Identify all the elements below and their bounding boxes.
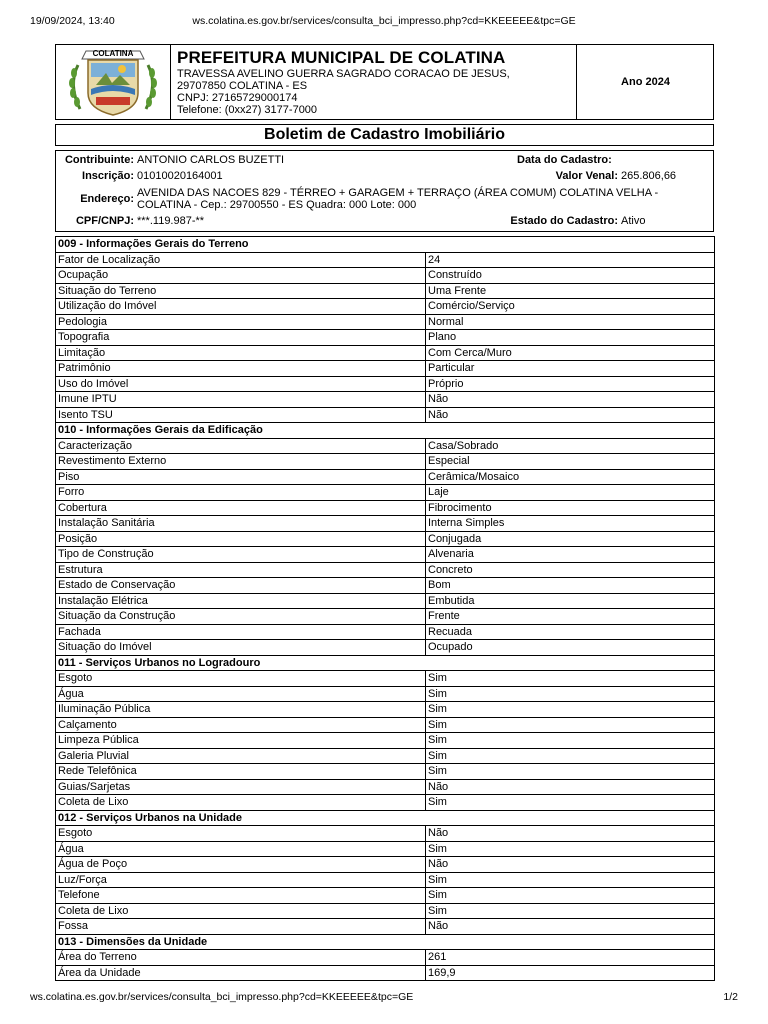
- field-label: Guias/Sarjetas: [56, 779, 426, 795]
- field-value: Não: [426, 919, 715, 935]
- field-label: Telefone: [56, 888, 426, 904]
- print-footer: [30, 991, 738, 1005]
- print-url: ws.colatina.es.gov.br/services/consulta_bci_impresso.php?cd=KKEEEEE&tpc=GE: [192, 15, 576, 27]
- field-label: Estado de Conservação: [56, 578, 426, 594]
- field-value: Ocupado: [426, 640, 715, 656]
- field-label: Forro: [56, 485, 426, 501]
- field-value: Construído: [426, 268, 715, 284]
- valor-venal-value: 265.806,66: [621, 170, 677, 182]
- table-row: [56, 593, 715, 609]
- section-header-row: [56, 423, 715, 439]
- table-row: [56, 965, 715, 981]
- field-value: Próprio: [426, 376, 715, 392]
- table-row: [56, 888, 715, 904]
- field-label: Calçamento: [56, 717, 426, 733]
- logo-banner-text: COLATINA: [92, 49, 134, 58]
- table-row: [56, 841, 715, 857]
- field-label: Patrimônio: [56, 361, 426, 377]
- field-value: Não: [426, 392, 715, 408]
- field-value: Sim: [426, 888, 715, 904]
- field-value: Concreto: [426, 562, 715, 578]
- field-value: Normal: [426, 314, 715, 330]
- field-value: Bom: [426, 578, 715, 594]
- section-header-row: [56, 237, 715, 253]
- field-label: Pedologia: [56, 314, 426, 330]
- section-header-row: [56, 655, 715, 671]
- field-value: Particular: [426, 361, 715, 377]
- field-label: Piso: [56, 469, 426, 485]
- field-value: Frente: [426, 609, 715, 625]
- table-row: [56, 640, 715, 656]
- table-row: [56, 686, 715, 702]
- table-row: [56, 299, 715, 315]
- field-value: 24: [426, 252, 715, 268]
- field-value: Fibrocimento: [426, 500, 715, 516]
- section-title: 012 - Serviços Urbanos na Unidade: [56, 810, 715, 826]
- field-label: Galeria Pluvial: [56, 748, 426, 764]
- field-label: Água de Poço: [56, 857, 426, 873]
- field-label: Luz/Força: [56, 872, 426, 888]
- data-cadastro-label: Data do Cadastro:: [517, 154, 612, 166]
- field-label: Utilização do Imóvel: [56, 299, 426, 315]
- field-value: Especial: [426, 454, 715, 470]
- field-label: Uso do Imóvel: [56, 376, 426, 392]
- field-label: Cobertura: [56, 500, 426, 516]
- table-row: [56, 268, 715, 284]
- field-value: Não: [426, 407, 715, 423]
- field-label: Água: [56, 841, 426, 857]
- table-row: [56, 702, 715, 718]
- field-label: Área do Terreno: [56, 950, 426, 966]
- header-text: [177, 47, 572, 116]
- table-row: [56, 361, 715, 377]
- table-row: [56, 547, 715, 563]
- field-label: Situação do Terreno: [56, 283, 426, 299]
- table-row: [56, 609, 715, 625]
- field-label: Esgoto: [56, 826, 426, 842]
- table-row: [56, 252, 715, 268]
- table-row: [56, 795, 715, 811]
- table-row: [56, 392, 715, 408]
- colatina-coat-of-arms-logo: [56, 45, 171, 119]
- table-row: [56, 857, 715, 873]
- section-title: 013 - Dimensões da Unidade: [56, 934, 715, 950]
- table-row: [56, 516, 715, 532]
- field-value: Sim: [426, 903, 715, 919]
- header-box: [55, 44, 714, 120]
- field-label: Água: [56, 686, 426, 702]
- section-title: 011 - Serviços Urbanos no Logradouro: [56, 655, 715, 671]
- year-cell: Ano 2024: [576, 45, 714, 119]
- table-row: [56, 748, 715, 764]
- table-row: [56, 578, 715, 594]
- field-value: Uma Frente: [426, 283, 715, 299]
- endereco-line2: COLATINA - Cep.: 29700550 - ES Quadra: 000 Lote: 000: [137, 199, 417, 211]
- field-value: Conjugada: [426, 531, 715, 547]
- print-datetime: 19/09/2024, 13:40: [30, 15, 115, 27]
- document-title: Boletim de Cadastro Imobiliário: [55, 124, 714, 146]
- section-title: 009 - Informações Gerais do Terreno: [56, 237, 715, 253]
- field-value: Sim: [426, 686, 715, 702]
- field-label: Situação do Imóvel: [56, 640, 426, 656]
- contribuinte-value: ANTONIO CARLOS BUZETTI: [137, 154, 285, 166]
- field-label: Limitação: [56, 345, 426, 361]
- field-label: Fossa: [56, 919, 426, 935]
- field-label: Ocupação: [56, 268, 426, 284]
- section-header-row: [56, 934, 715, 950]
- field-label: Limpeza Pública: [56, 733, 426, 749]
- field-value: Não: [426, 857, 715, 873]
- footer-url: ws.colatina.es.gov.br/services/consulta_bci_impresso.php?cd=KKEEEEE&tpc=GE: [30, 991, 414, 1003]
- table-row: [56, 779, 715, 795]
- field-value: Sim: [426, 717, 715, 733]
- table-row: [56, 330, 715, 346]
- field-value: Sim: [426, 702, 715, 718]
- table-row: [56, 376, 715, 392]
- field-value: Sim: [426, 841, 715, 857]
- field-value: Sim: [426, 872, 715, 888]
- section-header-row: [56, 810, 715, 826]
- property-details-table: [55, 236, 715, 981]
- field-label: Tipo de Construção: [56, 547, 426, 563]
- municipality-title: PREFEITURA MUNICIPAL DE COLATINA: [177, 48, 506, 67]
- table-row: [56, 345, 715, 361]
- header-cnpj: CNPJ: 27165729000174: [177, 92, 298, 104]
- field-label: Revestimento Externo: [56, 454, 426, 470]
- field-label: Estrutura: [56, 562, 426, 578]
- field-label: Área da Unidade: [56, 965, 426, 981]
- table-row: [56, 500, 715, 516]
- field-label: Caracterização: [56, 438, 426, 454]
- table-row: [56, 531, 715, 547]
- field-value: Plano: [426, 330, 715, 346]
- table-row: [56, 283, 715, 299]
- owner-info-box: [55, 150, 714, 232]
- field-value: 261: [426, 950, 715, 966]
- field-label: Rede Telefônica: [56, 764, 426, 780]
- table-row: [56, 438, 715, 454]
- table-row: [56, 671, 715, 687]
- cpf-value: ***.119.987-**: [137, 215, 205, 227]
- field-label: Topografia: [56, 330, 426, 346]
- field-value: Sim: [426, 733, 715, 749]
- field-value: Com Cerca/Muro: [426, 345, 715, 361]
- field-label: Isento TSU: [56, 407, 426, 423]
- field-label: Instalação Sanitária: [56, 516, 426, 532]
- table-row: [56, 903, 715, 919]
- table-row: [56, 717, 715, 733]
- field-label: Imune IPTU: [56, 392, 426, 408]
- field-label: Coleta de Lixo: [56, 795, 426, 811]
- field-value: Cerâmica/Mosaico: [426, 469, 715, 485]
- field-label: Instalação Elétrica: [56, 593, 426, 609]
- valor-venal-label: Valor Venal:: [555, 170, 618, 182]
- table-row: [56, 950, 715, 966]
- field-value: Casa/Sobrado: [426, 438, 715, 454]
- field-value: Não: [426, 826, 715, 842]
- field-value: Sim: [426, 795, 715, 811]
- contribuinte-label: Contribuinte:: [64, 154, 134, 166]
- table-row: [56, 407, 715, 423]
- field-value: Sim: [426, 748, 715, 764]
- field-value: Alvenaria: [426, 547, 715, 563]
- cpf-label: CPF/CNPJ:: [75, 215, 134, 227]
- field-value: Interna Simples: [426, 516, 715, 532]
- table-row: [56, 764, 715, 780]
- section-title: 010 - Informações Gerais da Edificação: [56, 423, 715, 439]
- table-row: [56, 314, 715, 330]
- field-label: Situação da Construção: [56, 609, 426, 625]
- header-address-line2: 29707850 COLATINA - ES: [177, 80, 308, 92]
- field-value: Embutida: [426, 593, 715, 609]
- table-row: [56, 624, 715, 640]
- field-value: Sim: [426, 671, 715, 687]
- print-header: [30, 15, 738, 29]
- header-address-line1: TRAVESSA AVELINO GUERRA SAGRADO CORACAO DE JESUS,: [177, 68, 510, 80]
- field-label: Coleta de Lixo: [56, 903, 426, 919]
- table-row: [56, 733, 715, 749]
- endereco-label: Endereço:: [80, 193, 134, 205]
- field-value: Não: [426, 779, 715, 795]
- property-details-body: [56, 237, 715, 981]
- page-number: 1/2: [723, 991, 738, 1003]
- endereco-line1: AVENIDA DAS NACOES 829 - TÉRREO + GARAGEM + TERRAÇO (ÁREA COMUM) COLATINA VELHA -: [137, 187, 659, 199]
- field-value: 169,9: [426, 965, 715, 981]
- estado-label: Estado do Cadastro:: [510, 215, 618, 227]
- field-value: Recuada: [426, 624, 715, 640]
- table-row: [56, 826, 715, 842]
- header-phone: Telefone: (0xx27) 3177-7000: [177, 104, 318, 116]
- estado-value: Ativo: [621, 215, 646, 227]
- field-value: Laje: [426, 485, 715, 501]
- field-label: Esgoto: [56, 671, 426, 687]
- field-value: Sim: [426, 764, 715, 780]
- field-value: Comércio/Serviço: [426, 299, 715, 315]
- table-row: [56, 485, 715, 501]
- inscricao-label: Inscrição:: [82, 170, 134, 182]
- field-label: Posição: [56, 531, 426, 547]
- table-row: [56, 454, 715, 470]
- table-row: [56, 919, 715, 935]
- field-label: Fachada: [56, 624, 426, 640]
- table-row: [56, 872, 715, 888]
- inscricao-value: 01010020164001: [137, 170, 223, 182]
- table-row: [56, 469, 715, 485]
- table-row: [56, 562, 715, 578]
- field-label: Fator de Localização: [56, 252, 426, 268]
- field-label: Iluminação Pública: [56, 702, 426, 718]
